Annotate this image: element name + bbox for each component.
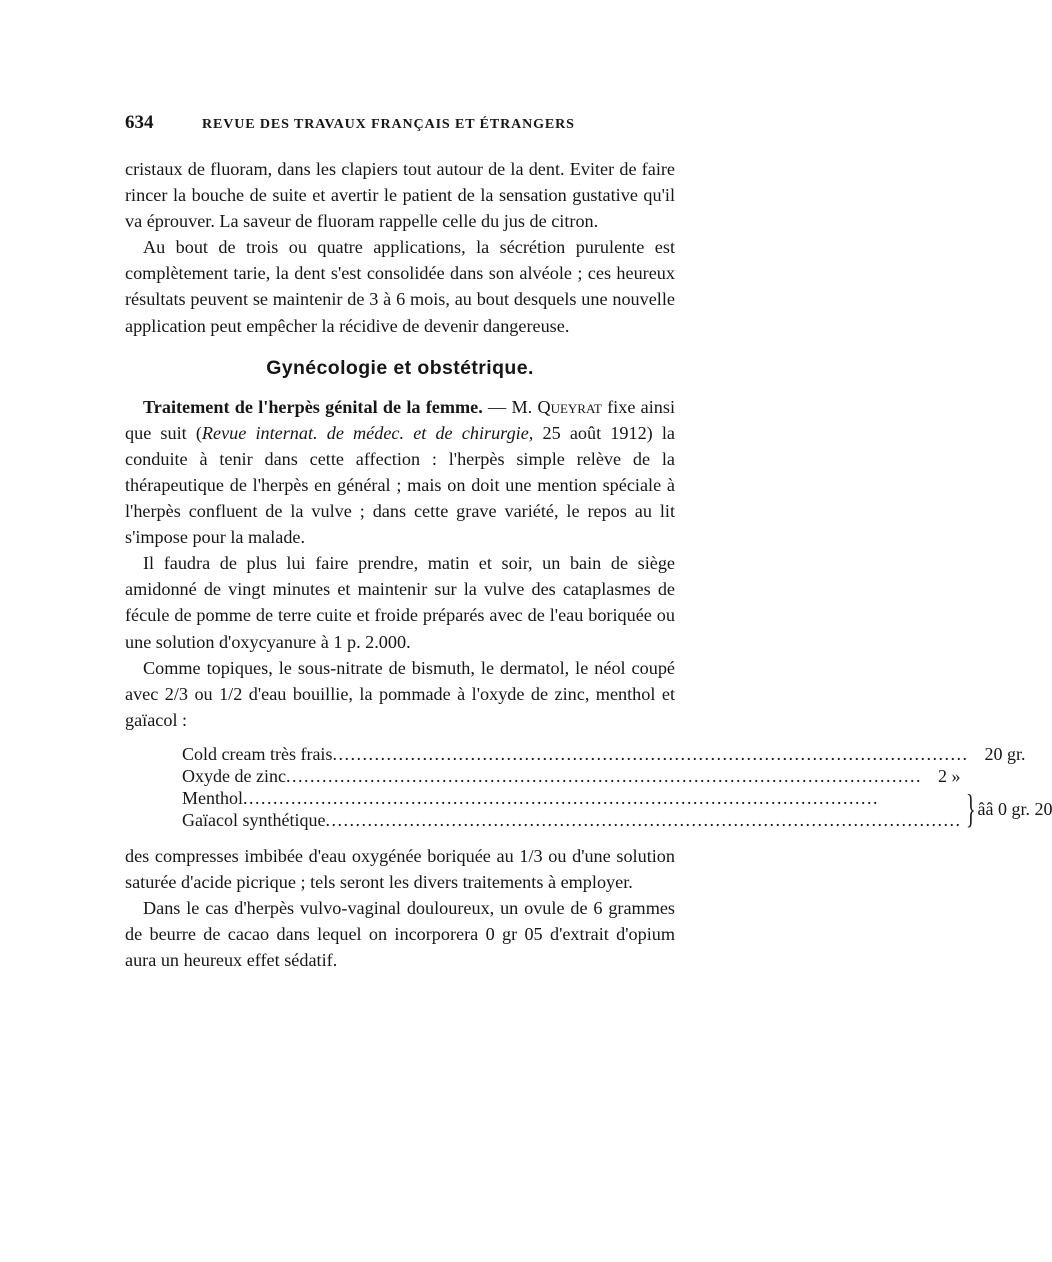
article-dash: — M. bbox=[482, 396, 538, 417]
running-title: REVUE DES TRAVAUX FRANÇAIS ET ÉTRANGERS bbox=[202, 117, 575, 132]
recipe-quantity: 2 » bbox=[937, 765, 961, 786]
recipe-group bbox=[182, 785, 1052, 831]
article-intro-rest: 25 août 1912) la conduite à tenir dans cette affection : l'herpès simple relève de la thérapeutique de l'herpès en général ; mais on doit une mention spéciale à l'herpès confluent de la vulve ; dans cette grave variété, le repos au lit s'impose pour la malade. bbox=[125, 422, 675, 548]
page bbox=[125, 112, 1052, 973]
paragraph-article-intro bbox=[125, 394, 675, 551]
dot-leader bbox=[332, 743, 968, 765]
running-head bbox=[125, 112, 675, 142]
paragraph-results: Au bout de trois ou quatre applications, la sécrétion purulente est complètement tarie, la dent s'est consolidée dans son alvéole ; ces heureux résultats peuvent se maintenir de 3 à 6 mois, au bout desquels une nouvelle application peut empêcher la récidive de devenir dangereuse. bbox=[125, 237, 675, 336]
paragraph-topical: Comme topiques, le sous-nitrate de bismuth, le dermatol, le néol coupé avec 2/3 ou 1/2 d'eau bouillie, la pommade à l'oxyde de zinc, menthol et gaïacol : bbox=[125, 657, 675, 730]
article-lead-title: Traitement de l'herpès génital de la femme. bbox=[143, 396, 483, 417]
recipe-ingredient: Gaïacol synthétique bbox=[182, 809, 326, 830]
recipe-ingredient: Menthol bbox=[182, 787, 243, 808]
brace-icon: } bbox=[966, 785, 977, 831]
dot-leader bbox=[325, 809, 961, 831]
dot-leader bbox=[286, 765, 922, 787]
page-number: 634 bbox=[125, 112, 154, 133]
recipe-group-quantity: ââ 0 gr. 20 bbox=[977, 798, 1052, 819]
recipe-row bbox=[182, 809, 961, 831]
paragraph-bath: Il faudra de plus lui faire prendre, matin et soir, un bain de siège amidonné de vingt minutes et maintenir sur la vulve des cataplasmes de fécule de pomme de terre cuite et froide préparés avec de l'eau boriquée ou une solution d'oxycyanure à 1 p. 2.000. bbox=[125, 553, 675, 652]
paragraph-compresses: des compresses imbibée d'eau oxygénée boriquée au 1/3 ou d'une solution saturée d'acide picrique ; tels seront les divers traitements à employer. bbox=[125, 845, 675, 892]
recipe-row bbox=[182, 743, 1026, 765]
section-title: Gynécologie et obstétrique. bbox=[266, 356, 534, 379]
recipe bbox=[182, 743, 1052, 831]
recipe-ingredient: Cold cream très frais bbox=[182, 743, 333, 764]
paragraph-opium: Dans le cas d'herpès vulvo-vaginal douloureux, un ovule de 6 grammes de beurre de cacao dans lequel on incorporera 0 gr 05 d'extrait d'opium aura un heureux effet sédatif. bbox=[125, 898, 675, 971]
article-intro-start: fixe ainsi que suit ( bbox=[125, 396, 676, 443]
article-author: Queyrat bbox=[537, 396, 602, 417]
recipe-group-items bbox=[182, 787, 961, 831]
article-source: Revue internat. de médec. et de chirurgie, bbox=[201, 422, 534, 443]
recipe-ingredient: Oxyde de zinc bbox=[182, 765, 286, 786]
paragraph-fluoram-application: cristaux de fluoram, dans les clapiers tout autour de la dent. Eviter de faire rincer la bouche de suite et avertir le patient de la sensation gustative qu'il va éprouver. La saveur de fluoram rappelle celle du jus de citron. bbox=[125, 159, 675, 232]
recipe-row bbox=[182, 765, 961, 787]
recipe-quantity: 20 gr. bbox=[984, 743, 1026, 764]
dot-leader bbox=[243, 787, 961, 809]
recipe-row bbox=[182, 787, 961, 809]
